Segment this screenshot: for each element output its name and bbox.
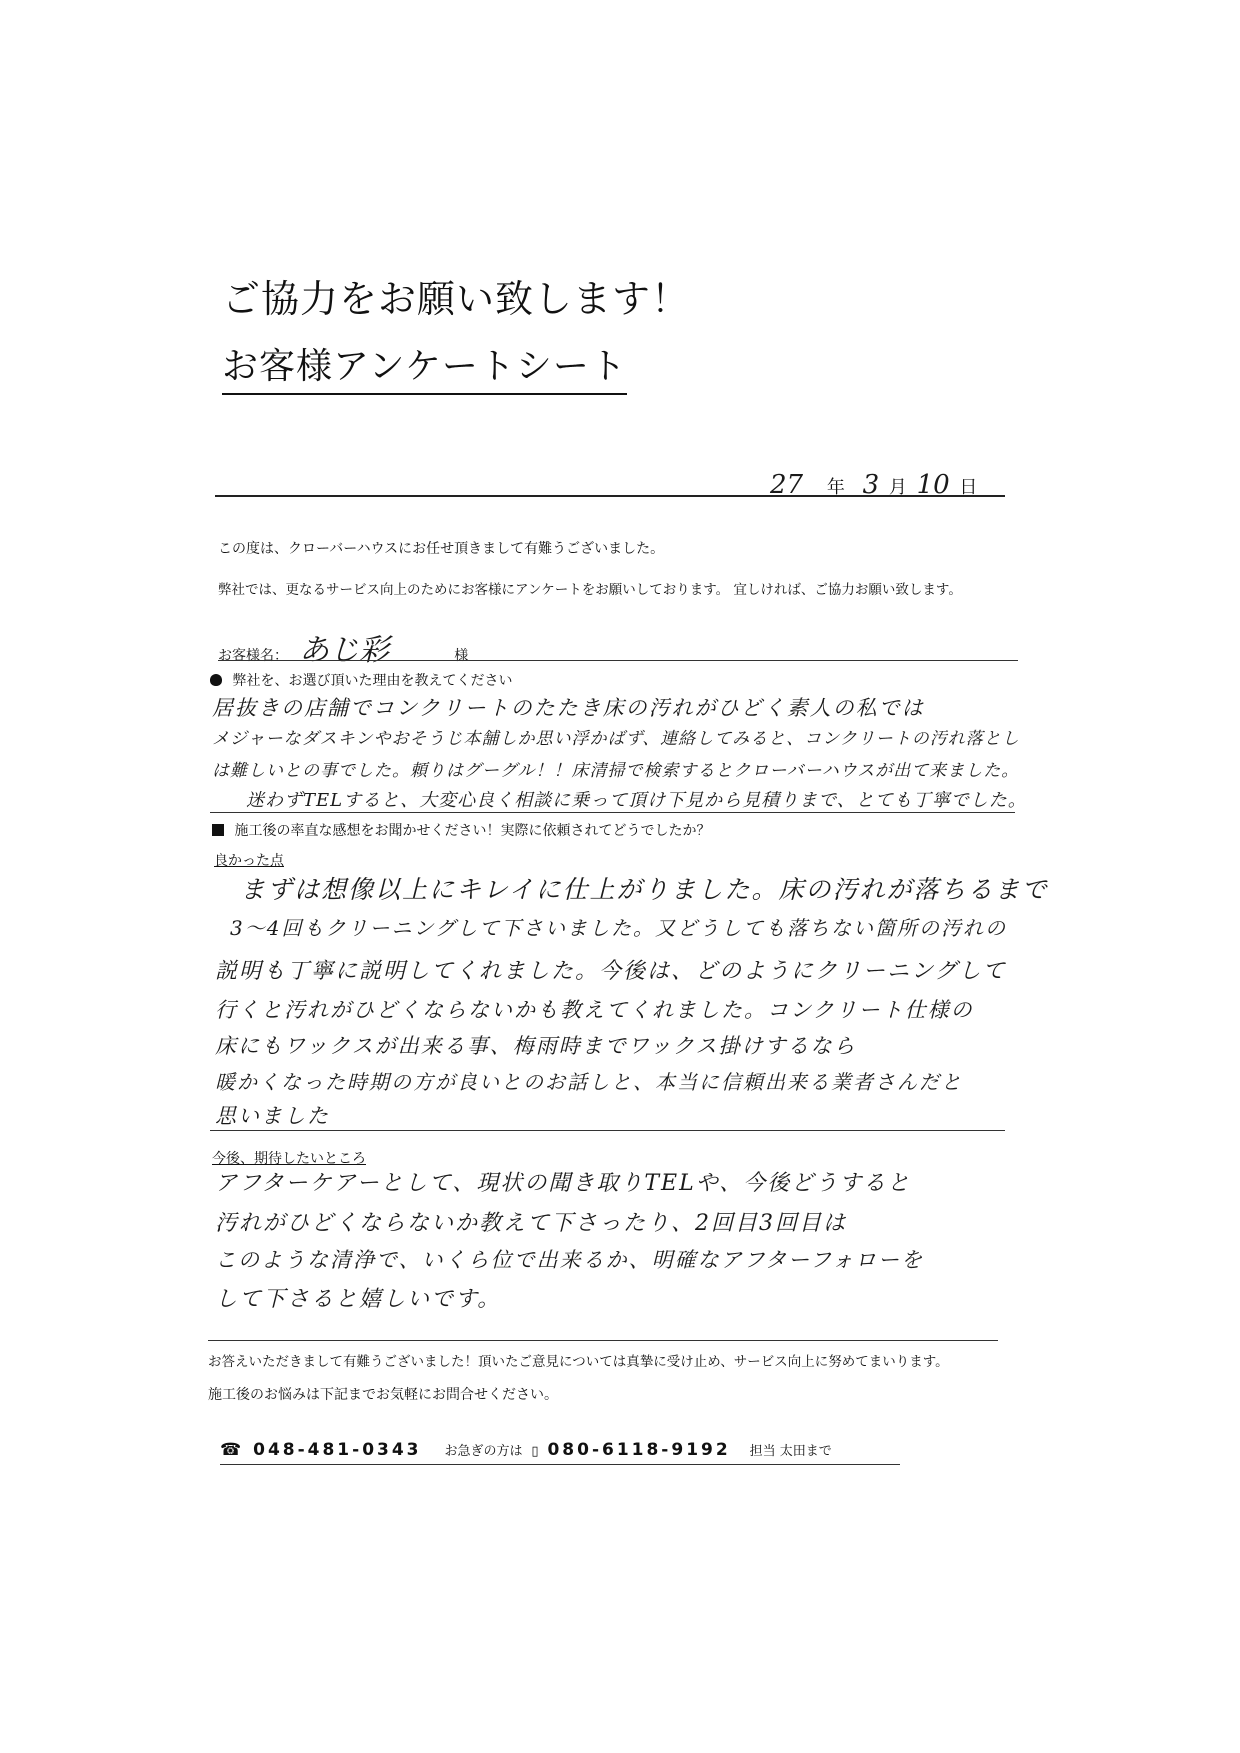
q3-divider [208,1340,998,1341]
mobile-icon: ▯ [531,1444,539,1459]
footer-consult: 施工後のお悩みは下記までお気軽にお問合せください。 [208,1387,558,1403]
page-title: ご協力をお願い致します！ [222,277,691,321]
expectations-label: 今後、期待したいところ [212,1151,366,1167]
phone-number[interactable]: 048-481-0343 [253,1440,422,1460]
question-2-text: 施工後の率直な感想をお聞かせください！実際に依頼されてどうでしたか？ [234,823,711,839]
q2-answer-line-3: 説明も丁寧に説明してくれました。今後は、どのようにクリーニングして [215,959,1007,984]
date-month: 3 [862,470,880,500]
q2-answer-line-1: まずは想像以上にキレイに仕上がりました。床の汚れが落ちるまで [240,875,1049,904]
q1-answer-line-2: メジャーなダスキンやおそうじ本舗しか思い浮かばず、連絡してみると、コンクリートの汚れ落とし [212,729,1020,749]
date-underline [215,495,1005,497]
good-points-label: 良かった点 [214,853,284,869]
q1-answer-line-1: 居抜きの店舗でコンクリートのたたき床の汚れがひどく素人の私では [212,696,925,720]
q3-answer-line-4: して下さると嬉しいです。 [215,1287,502,1312]
q2-answer-line-4: 行くと汚れがひどくならないかも教えてくれました。コンクリート仕様の [215,998,974,1022]
question-1-text: 弊社を、お選び頂いた理由を教えてください [232,673,513,689]
q2-answer-line-2: 3〜4回もクリーニングして下さいました。又どうしても落ちない箇所の汚れの [230,916,1008,940]
customer-name-value: あじ彩 [299,633,390,668]
q1-divider [210,812,1015,813]
contact-row [220,1440,832,1460]
intro-line-1: この度は、クローバーハウスにお任せ頂きまして有難うございました。 [218,541,665,557]
customer-name-label: お客様名： [218,648,288,664]
customer-name-row [218,625,468,669]
q2-answer-line-6: 暖かくなった時期の方が良いとのお話しと、本当に信頼出来る業者さんだと [215,1070,963,1094]
phone-icon: ☎ [220,1440,245,1460]
date-year-label: 年 [826,477,845,498]
date-month-label: 月 [888,477,907,498]
q3-answer-line-1: アフターケアーとして、現状の聞き取りTELや、今後どうすると [215,1171,912,1196]
contact-person: 担当 太田まで [749,1444,832,1459]
q2-divider [210,1130,1005,1131]
date-year: 27 [770,470,804,500]
mobile-number[interactable]: 080-6118-9192 [547,1440,731,1460]
q3-answer-line-3: このような清浄で、いくら位で出来るか、明確なアフターフォローを [215,1248,925,1272]
q2-answer-line-5: 床にもワックスが出来る事、梅雨時までワックス掛けするなら [215,1034,857,1058]
intro-line-2: 弊社では、更なるサービス向上のためにお客様にアンケートをお願いしております。 宜しければ、ご協力お願い致します。 [218,582,962,598]
question-1 [210,670,512,690]
footer-thanks: お答えいただきまして有難うございました！頂いたご意見については真摯に受け止め、サービス向上に努めてまいります。 [208,1354,949,1370]
square-bullet-icon [212,824,224,836]
apple-bullet-icon [210,674,222,686]
customer-name-suffix: 様 [454,648,469,664]
q3-answer-line-2: 汚れがひどくならないか教えて下さったり、2回目3回目は [215,1211,847,1236]
date-day-label: 日 [959,477,978,498]
question-2 [212,820,710,840]
customer-underline [218,660,1018,661]
urgent-label: お急ぎの方は [444,1444,523,1459]
date-day: 10 [916,470,950,500]
q1-answer-line-4: 迷わずTELすると、大変心良く相談に乗って頂け下見から見積りまで、とても丁寧でした。 [246,790,1027,811]
contact-underline [220,1464,900,1465]
q1-answer-line-3: は難しいとの事でした。頼りはグーグル！！床清掃で検索するとクローバーハウスが出て来ました。 [212,761,1020,781]
q2-answer-line-7: 思いました [215,1104,330,1128]
page-subtitle: お客様アンケートシート [222,338,627,395]
